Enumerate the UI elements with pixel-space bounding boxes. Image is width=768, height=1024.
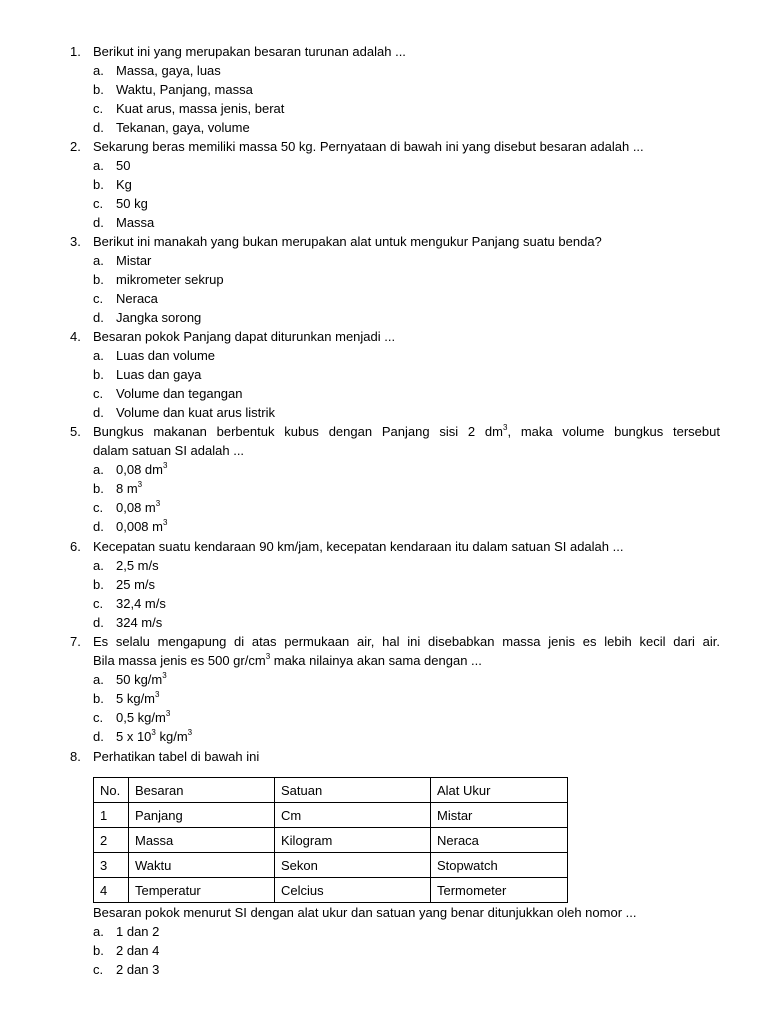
option-text-part: 8 m [116, 481, 138, 496]
option-text-part: 0,08 m [116, 500, 156, 515]
table-header-row [94, 778, 568, 803]
option-text: 2,5 m/s [116, 558, 159, 573]
option-letter: d. [93, 729, 104, 744]
option-text: 50 kg [116, 196, 148, 211]
option-text: Luas dan gaya [116, 367, 202, 382]
question-number: 4. [70, 329, 81, 344]
table-cell: Waktu [129, 853, 275, 878]
option-letter: c. [93, 596, 104, 611]
superscript: 3 [162, 671, 167, 680]
question-text: Besaran pokok Panjang dapat diturunkan menjadi ... [93, 329, 396, 344]
option-text-part: 0,08 dm [116, 462, 163, 477]
option-text: Kuat arus, massa jenis, berat [116, 101, 285, 116]
question-text-part: Bungkus makanan berbentuk kubus dengan Panjang sisi 2 dm [93, 424, 503, 439]
question-number: 5. [70, 424, 81, 439]
option-letter: b. [93, 691, 104, 706]
superscript: 3 [151, 728, 156, 737]
question-number: 8. [70, 749, 81, 764]
question-text: dalam satuan SI adalah ... [93, 443, 245, 458]
question-text: Berikut ini yang merupakan besaran turunan adalah ... [93, 44, 406, 59]
option-letter: b. [93, 177, 104, 192]
question-text-part: maka nilainya akan sama dengan ... [270, 653, 482, 668]
option-text: Jangka sorong [116, 310, 202, 325]
table-row [94, 803, 568, 828]
question-text: Es selalu mengapung di atas permukaan air, hal ini disebabkan massa jenis es lebih kecil dari air. [93, 634, 720, 649]
option-letter: a. [93, 924, 104, 939]
option-letter: b. [93, 272, 104, 287]
question-number: 2. [70, 139, 81, 154]
table-cell: Mistar [431, 803, 568, 828]
question-number: 7. [70, 634, 81, 649]
option-letter: b. [93, 577, 104, 592]
option-text: Tekanan, gaya, volume [116, 120, 250, 135]
option-text: Waktu, Panjang, massa [116, 82, 253, 97]
option-text: Kg [116, 177, 132, 192]
question-text-part: , maka volume bungkus tersebut [507, 424, 720, 439]
option-text: 1 dan 2 [116, 924, 160, 939]
question-number: 1. [70, 44, 81, 59]
option-letter: d. [93, 615, 104, 630]
option-letter: a. [93, 672, 104, 687]
option-letter: a. [93, 253, 104, 268]
option-text: mikrometer sekrup [116, 272, 224, 287]
table-cell: Cm [275, 803, 431, 828]
option-letter: c. [93, 196, 104, 211]
option-text-part: 5 x 10 [116, 729, 152, 744]
option-text: 32,4 m/s [116, 596, 166, 611]
table-cell: 3 [94, 853, 129, 878]
option-letter: c. [93, 386, 104, 401]
option-letter: b. [93, 82, 104, 97]
table-cell: Termometer [431, 878, 568, 903]
superscript: 3 [137, 480, 143, 489]
option-text [116, 517, 167, 536]
option-text: 50 [116, 158, 131, 173]
option-letter: a. [93, 462, 104, 477]
table-row [94, 878, 568, 903]
table-cell: 1 [94, 803, 129, 828]
option-letter: a. [93, 158, 104, 173]
question-text: Berikut ini manakah yang bukan merupakan alat untuk mengukur Panjang suatu benda? [93, 234, 602, 249]
option-letter: b. [93, 943, 104, 958]
superscript: 3 [187, 728, 193, 737]
option-text [116, 498, 160, 517]
question-text: Kecepatan suatu kendaraan 90 km/jam, kecepatan kendaraan itu dalam satuan SI adalah ... [93, 539, 624, 554]
option-letter: c. [93, 101, 104, 116]
option-letter: d. [93, 405, 104, 420]
option-text: Volume dan tegangan [116, 386, 243, 401]
question-text [93, 651, 482, 670]
option-text [116, 670, 167, 689]
data-table [93, 777, 568, 903]
table-cell: Panjang [129, 803, 275, 828]
table-cell: Sekon [275, 853, 431, 878]
table-header-cell: Besaran [129, 778, 275, 803]
option-text: Luas dan volume [116, 348, 216, 363]
option-letter: c. [93, 962, 104, 977]
table-cell: Celcius [275, 878, 431, 903]
option-text: 2 dan 4 [116, 943, 160, 958]
option-letter: b. [93, 481, 104, 496]
question-text: Sekarung beras memiliki massa 50 kg. Pernyataan di bawah ini yang disebut besaran adalah ... [93, 139, 644, 154]
option-text-part: 0,008 m [116, 519, 163, 534]
table-row [94, 853, 568, 878]
table-cell: Kilogram [275, 828, 431, 853]
option-text-part: 5 kg/m [116, 691, 156, 706]
question-number: 3. [70, 234, 81, 249]
option-text [116, 689, 159, 708]
option-letter: a. [93, 348, 104, 363]
option-text: 324 m/s [116, 615, 163, 630]
option-text-part: kg/m [155, 729, 188, 744]
question-text: Besaran pokok menurut SI dengan alat ukur dan satuan yang benar ditunjukkan oleh nomor ... [93, 905, 637, 920]
table-header-cell: No. [94, 778, 129, 803]
option-letter: d. [93, 519, 104, 534]
table-cell: Temperatur [129, 878, 275, 903]
option-letter: b. [93, 367, 104, 382]
superscript: 3 [265, 652, 271, 661]
table-cell: 2 [94, 828, 129, 853]
superscript: 3 [162, 461, 168, 470]
option-text: Massa [116, 215, 155, 230]
option-text-part: 50 kg/m [116, 672, 163, 687]
option-letter: d. [93, 310, 104, 325]
option-letter: d. [93, 215, 104, 230]
superscript: 3 [165, 709, 171, 718]
question-number: 6. [70, 539, 81, 554]
superscript: 3 [155, 690, 160, 699]
option-letter: d. [93, 120, 104, 135]
table-cell: Stopwatch [431, 853, 568, 878]
question-text-part: Bila massa jenis es 500 gr/cm [93, 653, 266, 668]
superscript: 3 [502, 423, 508, 432]
option-text: 25 m/s [116, 577, 156, 592]
question-text [93, 422, 720, 441]
question-text: Perhatikan tabel di bawah ini [93, 749, 260, 764]
option-text: Massa, gaya, luas [116, 63, 221, 78]
superscript: 3 [162, 518, 168, 527]
option-letter: c. [93, 291, 104, 306]
option-text-part: 0,5 kg/m [116, 710, 166, 725]
option-text: Mistar [116, 253, 152, 268]
option-text [116, 479, 142, 498]
option-text [116, 460, 167, 479]
option-text: Neraca [116, 291, 158, 306]
option-letter: a. [93, 558, 104, 573]
option-text: Volume dan kuat arus listrik [116, 405, 275, 420]
option-letter: c. [93, 500, 104, 515]
table-row [94, 828, 568, 853]
table-header-cell: Satuan [275, 778, 431, 803]
table-cell: Massa [129, 828, 275, 853]
superscript: 3 [155, 499, 161, 508]
option-letter: c. [93, 710, 104, 725]
option-text [116, 727, 192, 746]
option-text: 2 dan 3 [116, 962, 160, 977]
table-cell: 4 [94, 878, 129, 903]
table-header-cell: Alat Ukur [431, 778, 568, 803]
table-cell: Neraca [431, 828, 568, 853]
option-letter: a. [93, 63, 104, 78]
option-text [116, 708, 170, 727]
